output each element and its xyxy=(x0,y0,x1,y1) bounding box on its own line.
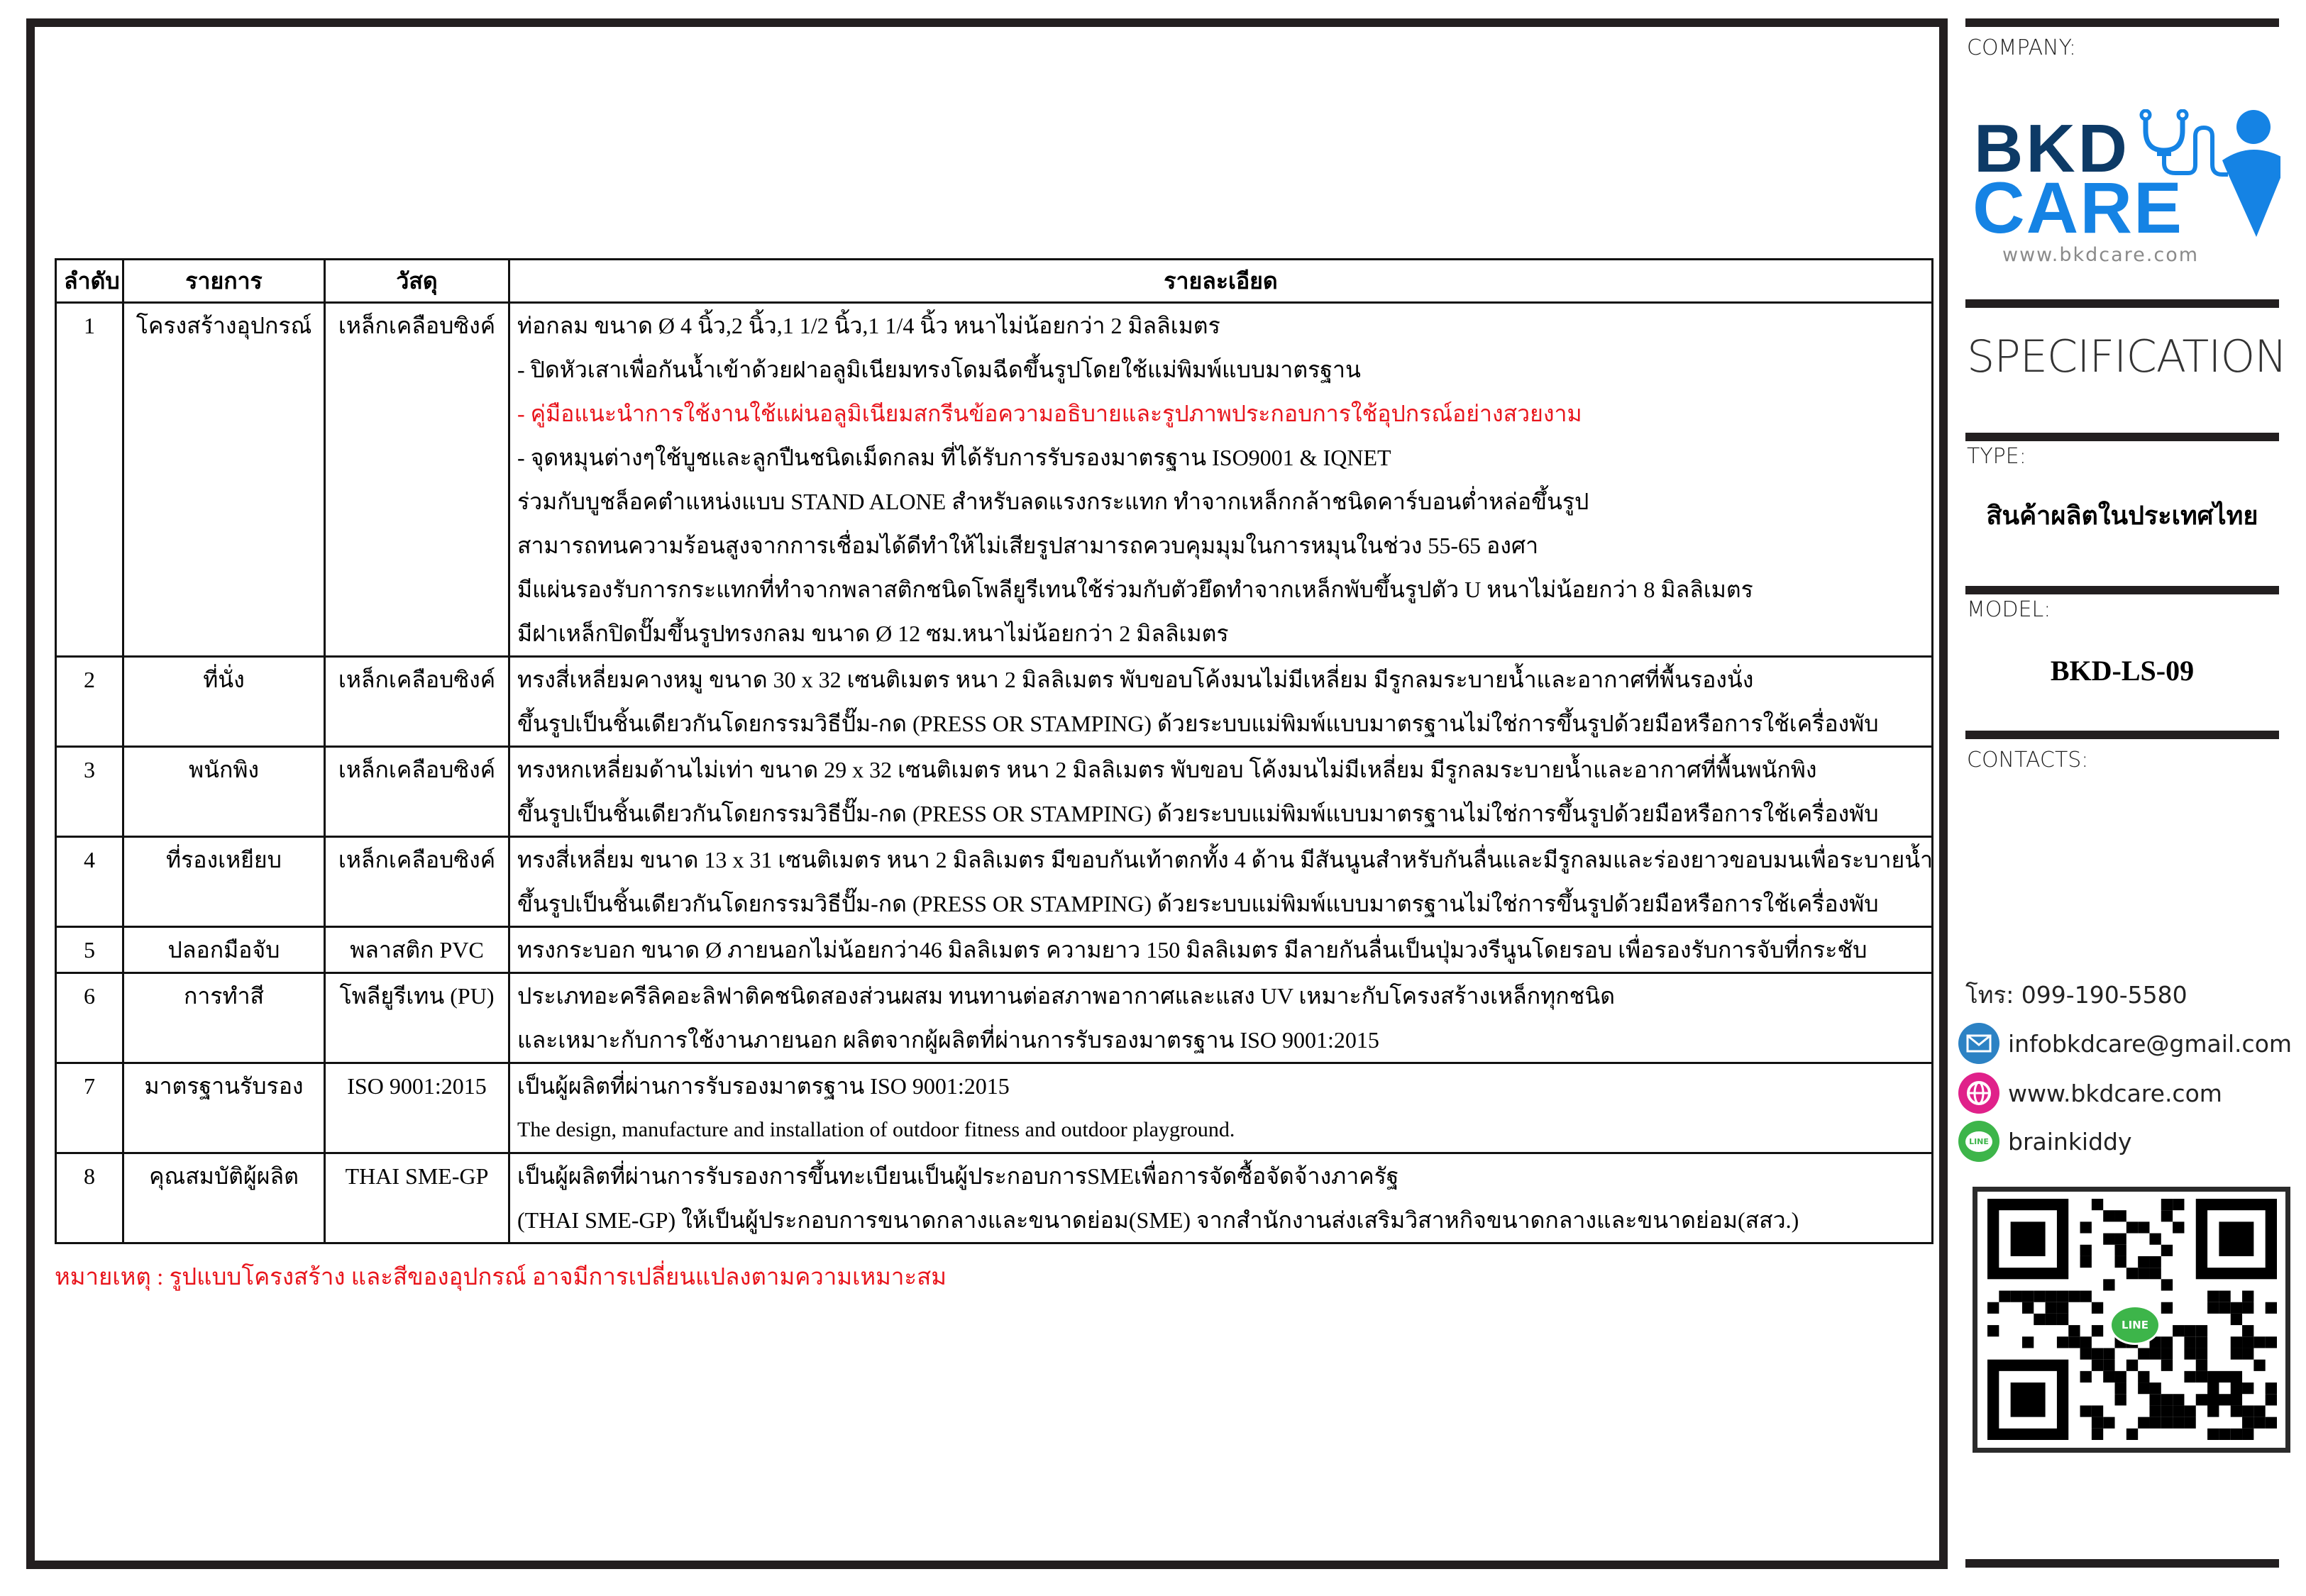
qr-module xyxy=(2173,1325,2184,1336)
table-row xyxy=(56,927,1933,973)
contacts-label: CONTACTS: xyxy=(1967,748,2089,772)
detail-line: ร่วมกับบูชล็อคตำแหน่งแบบ STAND ALONE สำหรับลดแรงกระแทก ทำจากเหล็กกล้าชนิดคาร์บอนต่ำหล่อขึ้นรูป xyxy=(517,489,1589,514)
qr-module xyxy=(2034,1314,2045,1325)
qr-module xyxy=(2242,1348,2253,1359)
detail-line: The design, manufacture and installation of outdoor fitness and outdoor playground. xyxy=(517,1118,1235,1141)
row-details xyxy=(509,927,1933,973)
type-label: TYPE: xyxy=(1967,444,2026,469)
qr-module xyxy=(2034,1291,2045,1302)
qr-module xyxy=(2207,1302,2219,1314)
company-logo xyxy=(1968,96,2280,274)
divider xyxy=(1965,18,2279,27)
qr-module xyxy=(2219,1302,2230,1314)
qr-module xyxy=(2080,1256,2092,1268)
table-body xyxy=(56,303,1933,1243)
qr-module xyxy=(2184,1405,2195,1417)
row-number: 6 xyxy=(56,973,123,1063)
qr-module xyxy=(2161,1417,2173,1429)
qr-module xyxy=(2161,1279,2173,1290)
qr-module xyxy=(2161,1348,2173,1359)
qr-module xyxy=(2115,1256,2126,1268)
qr-module xyxy=(2242,1417,2253,1429)
contact-email[interactable] xyxy=(1958,1023,2292,1064)
qr-module xyxy=(2092,1302,2103,1314)
qr-module xyxy=(2173,1221,2184,1233)
qr-module xyxy=(2092,1417,2103,1429)
qr-module xyxy=(2184,1371,2195,1382)
qr-module xyxy=(2092,1360,2103,1371)
qr-module xyxy=(2126,1360,2138,1371)
qr-module xyxy=(2196,1360,2207,1371)
detail-line: - จุดหมุนต่างๆใช้บูชและลูกปืนชนิดเม็ดกลม ที่ได้รับการรับรองมาตรฐาน ISO9001 & IQNET xyxy=(517,445,1391,470)
qr-module xyxy=(2092,1325,2103,1336)
qr-module xyxy=(2138,1417,2149,1429)
qr-module xyxy=(2219,1382,2230,1394)
detail-line: ทรงกระบอก ขนาด Ø ภายนอกไม่น้อยกว่า46 มิลลิเมตร ความยาว 150 มิลลิเมตร มีลายกันลื่นเป็นปุ่มวงรีนูนโดยรอบ เพื่อรองรับการจับที่กระชับ xyxy=(517,937,1868,963)
qr-module xyxy=(2184,1336,2195,1348)
table-header-row xyxy=(56,260,1933,303)
page-title: SPECIFICATION xyxy=(1967,331,2287,382)
qr-module xyxy=(2022,1336,2034,1348)
qr-module xyxy=(2057,1314,2068,1325)
row-number: 8 xyxy=(56,1153,123,1243)
row-details xyxy=(509,657,1933,747)
table-row xyxy=(56,657,1933,747)
contact-line[interactable] xyxy=(1958,1121,2132,1162)
table-row xyxy=(56,1063,1933,1153)
qr-module xyxy=(2161,1302,2173,1314)
qr-module xyxy=(2103,1210,2114,1221)
spec-table xyxy=(55,258,1933,1244)
table-row xyxy=(56,837,1933,927)
detail-line-highlight: - คู่มือแนะนำการใช้งานใช้แผ่นอลูมิเนียมสกรีนข้อความอธิบายและรูปภาพประกอบการใช้อุปกรณ์อย่างสวยงาม xyxy=(517,401,1582,426)
qr-module xyxy=(2196,1371,2207,1382)
qr-module xyxy=(2115,1371,2126,1382)
row-item: การทำสี xyxy=(123,973,325,1063)
qr-module xyxy=(2068,1291,2080,1302)
qr-module xyxy=(2011,1221,2046,1256)
detail-line: และเหมาะกับการใช้งานภายนอก ผลิตจากผู้ผลิตที่ผ่านการรับรองมาตรฐาน ISO 9001:2015 xyxy=(517,1027,1379,1053)
qr-module xyxy=(2161,1199,2173,1210)
qr-module xyxy=(2011,1291,2022,1302)
table-row xyxy=(56,303,1933,657)
qr-module xyxy=(2219,1221,2253,1256)
qr-module xyxy=(2103,1360,2114,1371)
company-label: COMPANY: xyxy=(1967,35,2077,60)
qr-module xyxy=(2253,1417,2265,1429)
qr-module xyxy=(2231,1314,2242,1325)
model-label: MODEL: xyxy=(1967,597,2051,622)
qr-module xyxy=(2184,1348,2195,1359)
row-details xyxy=(509,1063,1933,1153)
qr-module xyxy=(2149,1234,2161,1245)
qr-module xyxy=(2138,1221,2149,1233)
qr-module xyxy=(2161,1245,2173,1256)
row-item: ที่รองเหยียบ xyxy=(123,837,325,927)
row-item: ปลอกมือจับ xyxy=(123,927,325,973)
qr-module xyxy=(2057,1291,2068,1302)
qr-module xyxy=(2231,1336,2242,1348)
header-item: รายการ xyxy=(123,260,325,303)
qr-module xyxy=(2080,1348,2092,1359)
qr-module xyxy=(2149,1417,2161,1429)
qr-module xyxy=(2138,1268,2149,1279)
logo-url: www.bkdcare.com xyxy=(2002,244,2200,266)
globe-icon xyxy=(1958,1073,1999,1114)
qr-module xyxy=(1999,1291,2010,1302)
detail-line: ทรงหกเหลี่ยมด้านไม่เท่า ขนาด 29 x 32 เซนติเมตร หนา 2 มิลลิเมตร พับขอบ โค้งมนไม่มีเหลี่ยม มีรูกลมระบายน้ำและอากาศที่พื้นพนักพิง xyxy=(517,757,1817,782)
table-row xyxy=(56,1153,1933,1243)
table-row xyxy=(56,747,1933,837)
detail-line: ประเภทอะครีลิคอะลิฟาติคชนิดสองส่วนผสม ทนทานต่อสภาพอากาศและแสง UV เหมาะกับโครงสร้างเหล็กทุกชนิด xyxy=(517,983,1615,1009)
qr-module xyxy=(2149,1256,2161,1268)
qr-module xyxy=(2115,1210,2126,1221)
divider xyxy=(1965,586,2279,594)
model-value: BKD-LS-09 xyxy=(2050,655,2195,687)
qr-module xyxy=(2161,1394,2173,1405)
qr-module xyxy=(2266,1302,2277,1314)
qr-module xyxy=(2103,1279,2114,1290)
row-item: มาตรฐานรับรอง xyxy=(123,1063,325,1153)
qr-module xyxy=(2149,1348,2161,1359)
row-details xyxy=(509,837,1933,927)
line-id-text: brainkiddy xyxy=(2008,1127,2132,1156)
info-panel xyxy=(1965,18,2293,1569)
qr-module xyxy=(2196,1348,2207,1359)
qr-module xyxy=(2231,1405,2242,1417)
qr-module xyxy=(2161,1210,2173,1221)
qr-module xyxy=(2231,1302,2242,1314)
qr-module xyxy=(2080,1371,2092,1382)
detail-line: เป็นผู้ผลิตที่ผ่านการรับรองมาตรฐาน ISO 9001:2015 xyxy=(517,1073,1010,1099)
row-material: THAI SME-GP xyxy=(325,1153,509,1243)
qr-module xyxy=(2092,1405,2103,1417)
qr-module xyxy=(2173,1417,2184,1429)
line-badge: LINE xyxy=(1965,1131,1992,1152)
qr-module xyxy=(2242,1336,2253,1348)
logo-text-bkd: BKD xyxy=(1974,111,2130,187)
qr-module xyxy=(2149,1405,2161,1417)
qr-module xyxy=(2138,1256,2149,1268)
qr-module xyxy=(2266,1417,2277,1429)
qr-module xyxy=(1987,1302,1999,1314)
qr-module xyxy=(2219,1291,2230,1302)
divider xyxy=(1965,299,2279,308)
row-number: 5 xyxy=(56,927,123,973)
row-material: พลาสติก PVC xyxy=(325,927,509,973)
qr-module xyxy=(2080,1405,2092,1417)
qr-module xyxy=(2242,1429,2253,1440)
qr-module xyxy=(2126,1429,2138,1440)
contact-website[interactable] xyxy=(1958,1073,2222,1114)
spec-frame xyxy=(26,18,1948,1569)
qr-module xyxy=(2184,1417,2195,1429)
qr-module xyxy=(2149,1382,2161,1394)
qr-module xyxy=(2103,1348,2114,1359)
row-material: เหล็กเคลือบซิงค์ xyxy=(325,303,509,657)
qr-module xyxy=(2092,1199,2103,1210)
detail-line: มีแผ่นรองรับการกระแทกที่ทำจากพลาสติกชนิดโพลียูรีเทนใช้ร่วมกับตัวยึดทำจากเหล็กพับขึ้นรูปตัว U หนาไม่น้อยกว่า 8 มิลลิเมตร xyxy=(517,577,1753,602)
qr-module xyxy=(2173,1405,2184,1417)
qr-module xyxy=(2196,1394,2207,1405)
email-text: infobkdcare@gmail.com xyxy=(2008,1029,2293,1058)
qr-module xyxy=(2115,1382,2126,1394)
phone-number[interactable]: โทร: 099-190-5580 xyxy=(1965,981,2188,1009)
qr-module xyxy=(2231,1348,2242,1359)
qr-module xyxy=(2242,1291,2253,1302)
qr-line-badge: LINE xyxy=(2109,1305,2161,1345)
qr-module xyxy=(2173,1394,2184,1405)
row-material: ISO 9001:2015 xyxy=(325,1063,509,1153)
qr-module xyxy=(2080,1291,2092,1302)
qr-module xyxy=(2115,1234,2126,1245)
email-icon xyxy=(1958,1023,1999,1064)
line-qr-code[interactable] xyxy=(1973,1187,2290,1453)
qr-module xyxy=(2207,1405,2219,1417)
line-icon xyxy=(1958,1121,1999,1162)
type-value: สินค้าผลิตในประเทศไทย xyxy=(1986,501,2258,531)
qr-module xyxy=(2266,1382,2277,1394)
website-text: www.bkdcare.com xyxy=(2008,1079,2222,1107)
qr-module xyxy=(2253,1405,2265,1417)
row-number: 4 xyxy=(56,837,123,927)
qr-module xyxy=(2253,1360,2265,1371)
qr-module xyxy=(2184,1325,2195,1336)
row-item: พนักพิง xyxy=(123,747,325,837)
qr-module xyxy=(2161,1405,2173,1417)
qr-module xyxy=(2196,1336,2207,1348)
row-material: เหล็กเคลือบซิงค์ xyxy=(325,837,509,927)
qr-module xyxy=(2092,1348,2103,1359)
divider xyxy=(1965,1559,2279,1568)
divider xyxy=(1965,433,2279,441)
qr-module xyxy=(2138,1371,2149,1382)
qr-module xyxy=(2253,1336,2265,1348)
qr-module xyxy=(2207,1291,2219,1302)
qr-module xyxy=(2080,1221,2092,1233)
qr-module xyxy=(2080,1245,2092,1256)
row-item: ที่นั่ง xyxy=(123,657,325,747)
qr-module xyxy=(2242,1405,2253,1417)
detail-line: สามารถทนความร้อนสูงจากการเชื่อมได้ดีทำให้ไม่เสียรูปสามารถควบคุมมุมในการหมุนในช่วง 55-65 องศา xyxy=(517,533,1539,558)
detail-line: ทรงสี่เหลี่ยมคางหมู ขนาด 30 x 32 เซนติเมตร หนา 2 มิลลิเมตร พับขอบโค้งมนไม่มีเหลี่ยม มีรูกลมระบายน้ำและอากาศที่พื้นรองนั่ง xyxy=(517,667,1754,692)
qr-module xyxy=(2242,1302,2253,1314)
qr-module xyxy=(2149,1268,2161,1279)
row-material: เหล็กเคลือบซิงค์ xyxy=(325,747,509,837)
qr-module xyxy=(2173,1199,2184,1210)
header-details: รายละเอียด xyxy=(509,260,1933,303)
qr-module xyxy=(2161,1336,2173,1348)
qr-module xyxy=(2103,1417,2114,1429)
detail-line: ท่อกลม ขนาด Ø 4 นิ้ว,2 นิ้ว,1 1/2 นิ้ว,1 1/4 นิ้ว หนาไม่น้อยกว่า 2 มิลลิเมตร xyxy=(517,313,1220,338)
qr-module xyxy=(2103,1371,2114,1382)
row-number: 1 xyxy=(56,303,123,657)
detail-line: มีฝาเหล็กปิดปั๊มขึ้นรูปทรงกลม ขนาด Ø 12 ซม.หนาไม่น้อยกว่า 2 มิลลิเมตร xyxy=(517,621,1229,646)
qr-module xyxy=(2266,1394,2277,1405)
qr-module xyxy=(2149,1394,2161,1405)
remark-note: หมายเหตุ : รูปแบบโครงสร้าง และสีของอุปกรณ์ อาจมีการเปลี่ยนแปลงตามความเหมาะสม xyxy=(55,1265,947,1290)
row-number: 2 xyxy=(56,657,123,747)
qr-module xyxy=(2242,1325,2253,1336)
header-no: ลำดับ xyxy=(56,260,123,303)
qr-module xyxy=(2138,1348,2149,1359)
detail-line: (THAI SME-GP) ให้เป็นผู้ประกอบการขนาดกลางและขนาดย่อม(SME) จากสำนักงานส่งเสริมวิสาหกิจขนาดกลางและขนาดย่อม(สสว.) xyxy=(517,1207,1799,1233)
qr-module xyxy=(2126,1268,2138,1279)
qr-module xyxy=(2057,1302,2068,1314)
qr-module xyxy=(2266,1336,2277,1348)
row-details xyxy=(509,747,1933,837)
qr-module xyxy=(2068,1325,2080,1336)
row-item: โครงสร้างอุปกรณ์ xyxy=(123,303,325,657)
qr-module xyxy=(2161,1360,2173,1371)
qr-module xyxy=(2242,1382,2253,1394)
qr-module xyxy=(2115,1394,2126,1405)
qr-module xyxy=(2092,1429,2103,1440)
row-material: เหล็กเคลือบซิงค์ xyxy=(325,657,509,747)
qr-module xyxy=(2138,1382,2149,1394)
qr-module xyxy=(2080,1336,2092,1348)
row-item: คุณสมบัติผู้ผลิต xyxy=(123,1153,325,1243)
divider xyxy=(1965,731,2279,739)
qr-module xyxy=(2022,1302,2034,1314)
row-details xyxy=(509,973,1933,1063)
qr-module xyxy=(2126,1221,2138,1233)
qr-module xyxy=(2207,1429,2219,1440)
table-row xyxy=(56,973,1933,1063)
detail-line: - ปิดหัวเสาเพื่อกันน้ำเข้าด้วยฝาอลูมิเนียมทรงโดมฉีดขึ้นรูปโดยใช้แม่พิมพ์แบบมาตรฐาน xyxy=(517,357,1361,382)
row-number: 3 xyxy=(56,747,123,837)
detail-line: ทรงสี่เหลี่ยม ขนาด 13 x 31 เซนติเมตร หนา 2 มิลลิเมตร มีขอบกันเท้าตกทั้ง 4 ด้าน มีสันนูนสำหรับกันลื่นและมีรูกลมและร่องยาวขอบมนเพื่อระบายน้ำ xyxy=(517,847,1933,872)
row-details xyxy=(509,1153,1933,1243)
qr-module xyxy=(2115,1245,2126,1256)
qr-module xyxy=(2231,1429,2242,1440)
row-material: โพลียูรีเทน (PU) xyxy=(325,973,509,1063)
detail-line: ขึ้นรูปเป็นชิ้นเดียวกันโดยกรรมวิธีปั๊ม-กด (PRESS OR STAMPING) ด้วยระบบแม่พิมพ์แบบมาตรฐานไม่ใช่การขึ้นรูปด้วยมือหรือการใช้เครื่องพับ xyxy=(517,801,1879,826)
row-details xyxy=(509,303,1933,657)
qr-module xyxy=(2022,1291,2034,1302)
detail-line: เป็นผู้ผลิตที่ผ่านการรับรองการขึ้นทะเบียนเป็นผู้ประกอบการSMEเพื่อการจัดซื้อจัดจ้างภาครัฐ xyxy=(517,1163,1399,1189)
qr-module xyxy=(2219,1429,2230,1440)
qr-module xyxy=(2196,1325,2207,1336)
qr-module xyxy=(2046,1291,2057,1302)
row-number: 7 xyxy=(56,1063,123,1153)
detail-line: ขึ้นรูปเป็นชิ้นเดียวกันโดยกรรมวิธีปั๊ม-กด (PRESS OR STAMPING) ด้วยระบบแม่พิมพ์แบบมาตรฐานไม่ใช่การขึ้นรูปด้วยมือหรือการใช้เครื่องพับ xyxy=(517,711,1879,736)
stethoscope-person-icon xyxy=(2131,109,2280,244)
qr-module xyxy=(1987,1325,1999,1336)
header-material: วัสดุ xyxy=(325,260,509,303)
qr-module xyxy=(2057,1336,2068,1348)
qr-module xyxy=(2103,1234,2114,1245)
qr-module xyxy=(2046,1302,2057,1314)
logo-text-care: CARE xyxy=(1973,167,2184,248)
detail-line: ขึ้นรูปเป็นชิ้นเดียวกันโดยกรรมวิธีปั๊ม-กด (PRESS OR STAMPING) ด้วยระบบแม่พิมพ์แบบมาตรฐานไม่ใช่การขึ้นรูปด้วยมือหรือการใช้เครื่องพับ xyxy=(517,891,1879,916)
qr-module xyxy=(2046,1314,2057,1325)
qr-module xyxy=(2011,1382,2046,1417)
qr-module xyxy=(2068,1336,2080,1348)
